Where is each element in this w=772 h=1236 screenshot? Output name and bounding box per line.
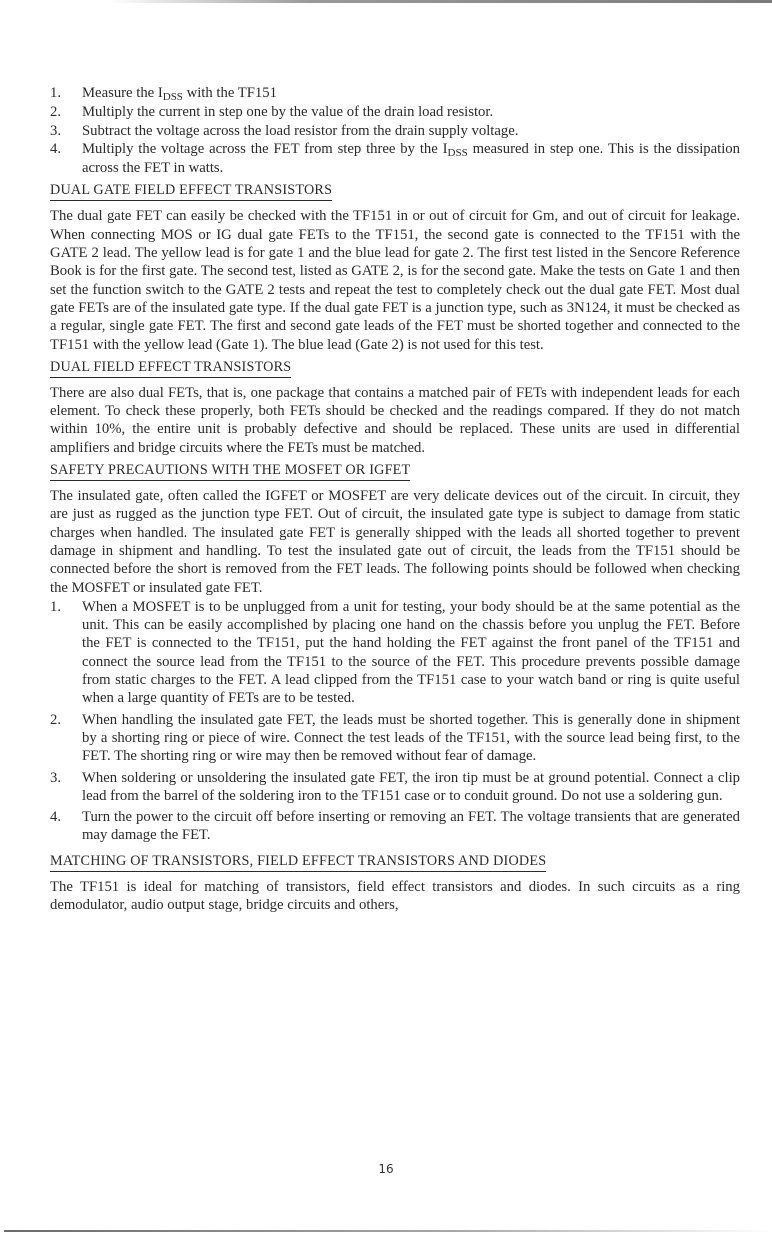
step-text: Multiply the current in step one by the value of the drain load resistor. <box>82 104 494 121</box>
intro-step <box>50 122 740 140</box>
point-text: When handling the insulated gate FET, the leads must be shorted together. This is generally done in shipment by a shorting ring or piece of wire. Connect the test leads of the TF151, with the source lead being first, to the FET. The shorting ring or wire may then be removed without fear of damage. <box>82 711 740 765</box>
safety-point <box>50 769 740 806</box>
safety-points-list <box>50 598 740 845</box>
page-top-edge <box>110 0 772 3</box>
section-body-dual-gate-fet: The dual gate FET can easily be checked with the TF151 in or out of circuit for Gm, and out of circuit for leakage. When connecting MOS or IG dual gate FETs to the TF151, the second gate is connected to the TF151 with the GATE 2 lead. The yellow lead is for gate 1 and the blue lead for gate 2. The first test listed in the Sencore Reference Book is for the first gate. The second test, listed as GATE 2, is for the second gate. Make the tests on Gate 1 and then set the function switch to the GATE 2 tests and repeat the test to completely check out the dual gate FET. Most dual gate FETs are of the insulated gate type. If the dual gate FET is a junction type, such as 3N124, it must be checked as a regular, single gate FET. The first and second gate leads of the FET must be shorted together and connected to the TF151 with the yellow lead (Gate 1). The blue lead (Gate 2) is not used for this test. <box>50 208 740 353</box>
step-text: Subtract the voltage across the load resistor from the drain supply voltage. <box>82 122 519 139</box>
step-number: 4. <box>50 140 62 157</box>
section-heading-dual-gate-fet: DUAL GATE FIELD EFFECT TRANSISTORS <box>50 182 332 201</box>
section-body-matching: The TF151 is ideal for matching of transistors, field effect transistors and diodes. In such circuits as a ring demodulator, audio output stage, bridge circuits and others, <box>50 878 740 913</box>
subscript-dss: DSS <box>162 91 183 103</box>
point-text: When a MOSFET is to be unplugged from a unit for testing, your body should be at the same potential as the unit. This can be easily accomplished by placing one hand on the chassis before you unplug the FET. Before the FET is connected to the TF151, put the hand holding the FET against the front panel of the TF151 and connect the source lead from the TF151 to the source of the FET. This procedure prevents possible damage from static charges to the FET. A lead clipped from the TF151 case to your watch band or ring is quite useful when a large quantity of FETs are to be tested. <box>82 598 740 707</box>
section-heading-safety-precautions: SAFETY PRECAUTIONS WITH THE MOSFET OR IGFET <box>50 462 410 481</box>
point-number: 4. <box>50 809 62 826</box>
point-text: Turn the power to the circuit off before inserting or removing an FET. The voltage transients that are generated may damage the FET. <box>82 809 740 844</box>
step-text-end: with the TF151 <box>182 85 277 101</box>
point-number: 3. <box>50 769 62 786</box>
page-number: 16 <box>378 1162 394 1176</box>
intro-steps-list <box>50 84 740 177</box>
step-number: 1. <box>50 85 62 101</box>
intro-step <box>50 140 740 178</box>
safety-point <box>50 598 740 708</box>
section-body-dual-fet: There are also dual FETs, that is, one package that contains a matched pair of FETs with independent leads for each element. To check these properly, both FETs should be checked and the readings compared. If they do not match within 10%, the entire unit is probably defective and should be replaced. These units are used in differential amplifiers and bridge circuits where the FETs must be matched. <box>50 384 740 456</box>
safety-point <box>50 808 740 845</box>
section-body-safety-precautions: The insulated gate, often called the IGFET or MOSFET are very delicate devices out of the circuit. In circuit, they are just as rugged as the junction type FET. Out of circuit, the insulated gate type is subject to damage from static charges when handled. The insulated gate FET is generally shipped with the leads all shorted together to prevent damage in shipment and handling. To test the insulated gate out of circuit, the leads from the TF151 should be connected before the short is removed from the FET leads. The following points should be followed when checking the MOSFET or insulated gate FET. <box>50 488 740 596</box>
point-number: 2. <box>50 711 62 728</box>
page-content <box>50 84 740 914</box>
point-text: When soldering or unsoldering the insulated gate FET, the iron tip must be at ground potential. Connect a clip lead from the barrel of the soldering iron to the TF151 case or to conduit ground. Do not use a soldering gun. <box>82 769 740 804</box>
section-heading-dual-fet: DUAL FIELD EFFECT TRANSISTORS <box>50 359 291 378</box>
subscript-dss: DSS <box>447 146 468 159</box>
step-number: 2. <box>50 104 62 121</box>
step-text-end: measured in step one. This is the dissipation across the FET in watts. <box>82 140 740 177</box>
intro-step <box>50 84 740 103</box>
safety-point <box>50 711 740 766</box>
point-number: 1. <box>50 598 62 615</box>
step-text: Measure the I <box>82 85 163 101</box>
step-text: Multiply the voltage across the FET from step three by the I <box>82 140 448 157</box>
section-heading-matching: MATCHING OF TRANSISTORS, FIELD EFFECT TRANSISTORS AND DIODES <box>50 853 546 872</box>
intro-step <box>50 103 740 121</box>
step-number: 3. <box>50 122 62 139</box>
page-bottom-edge <box>4 1230 772 1232</box>
